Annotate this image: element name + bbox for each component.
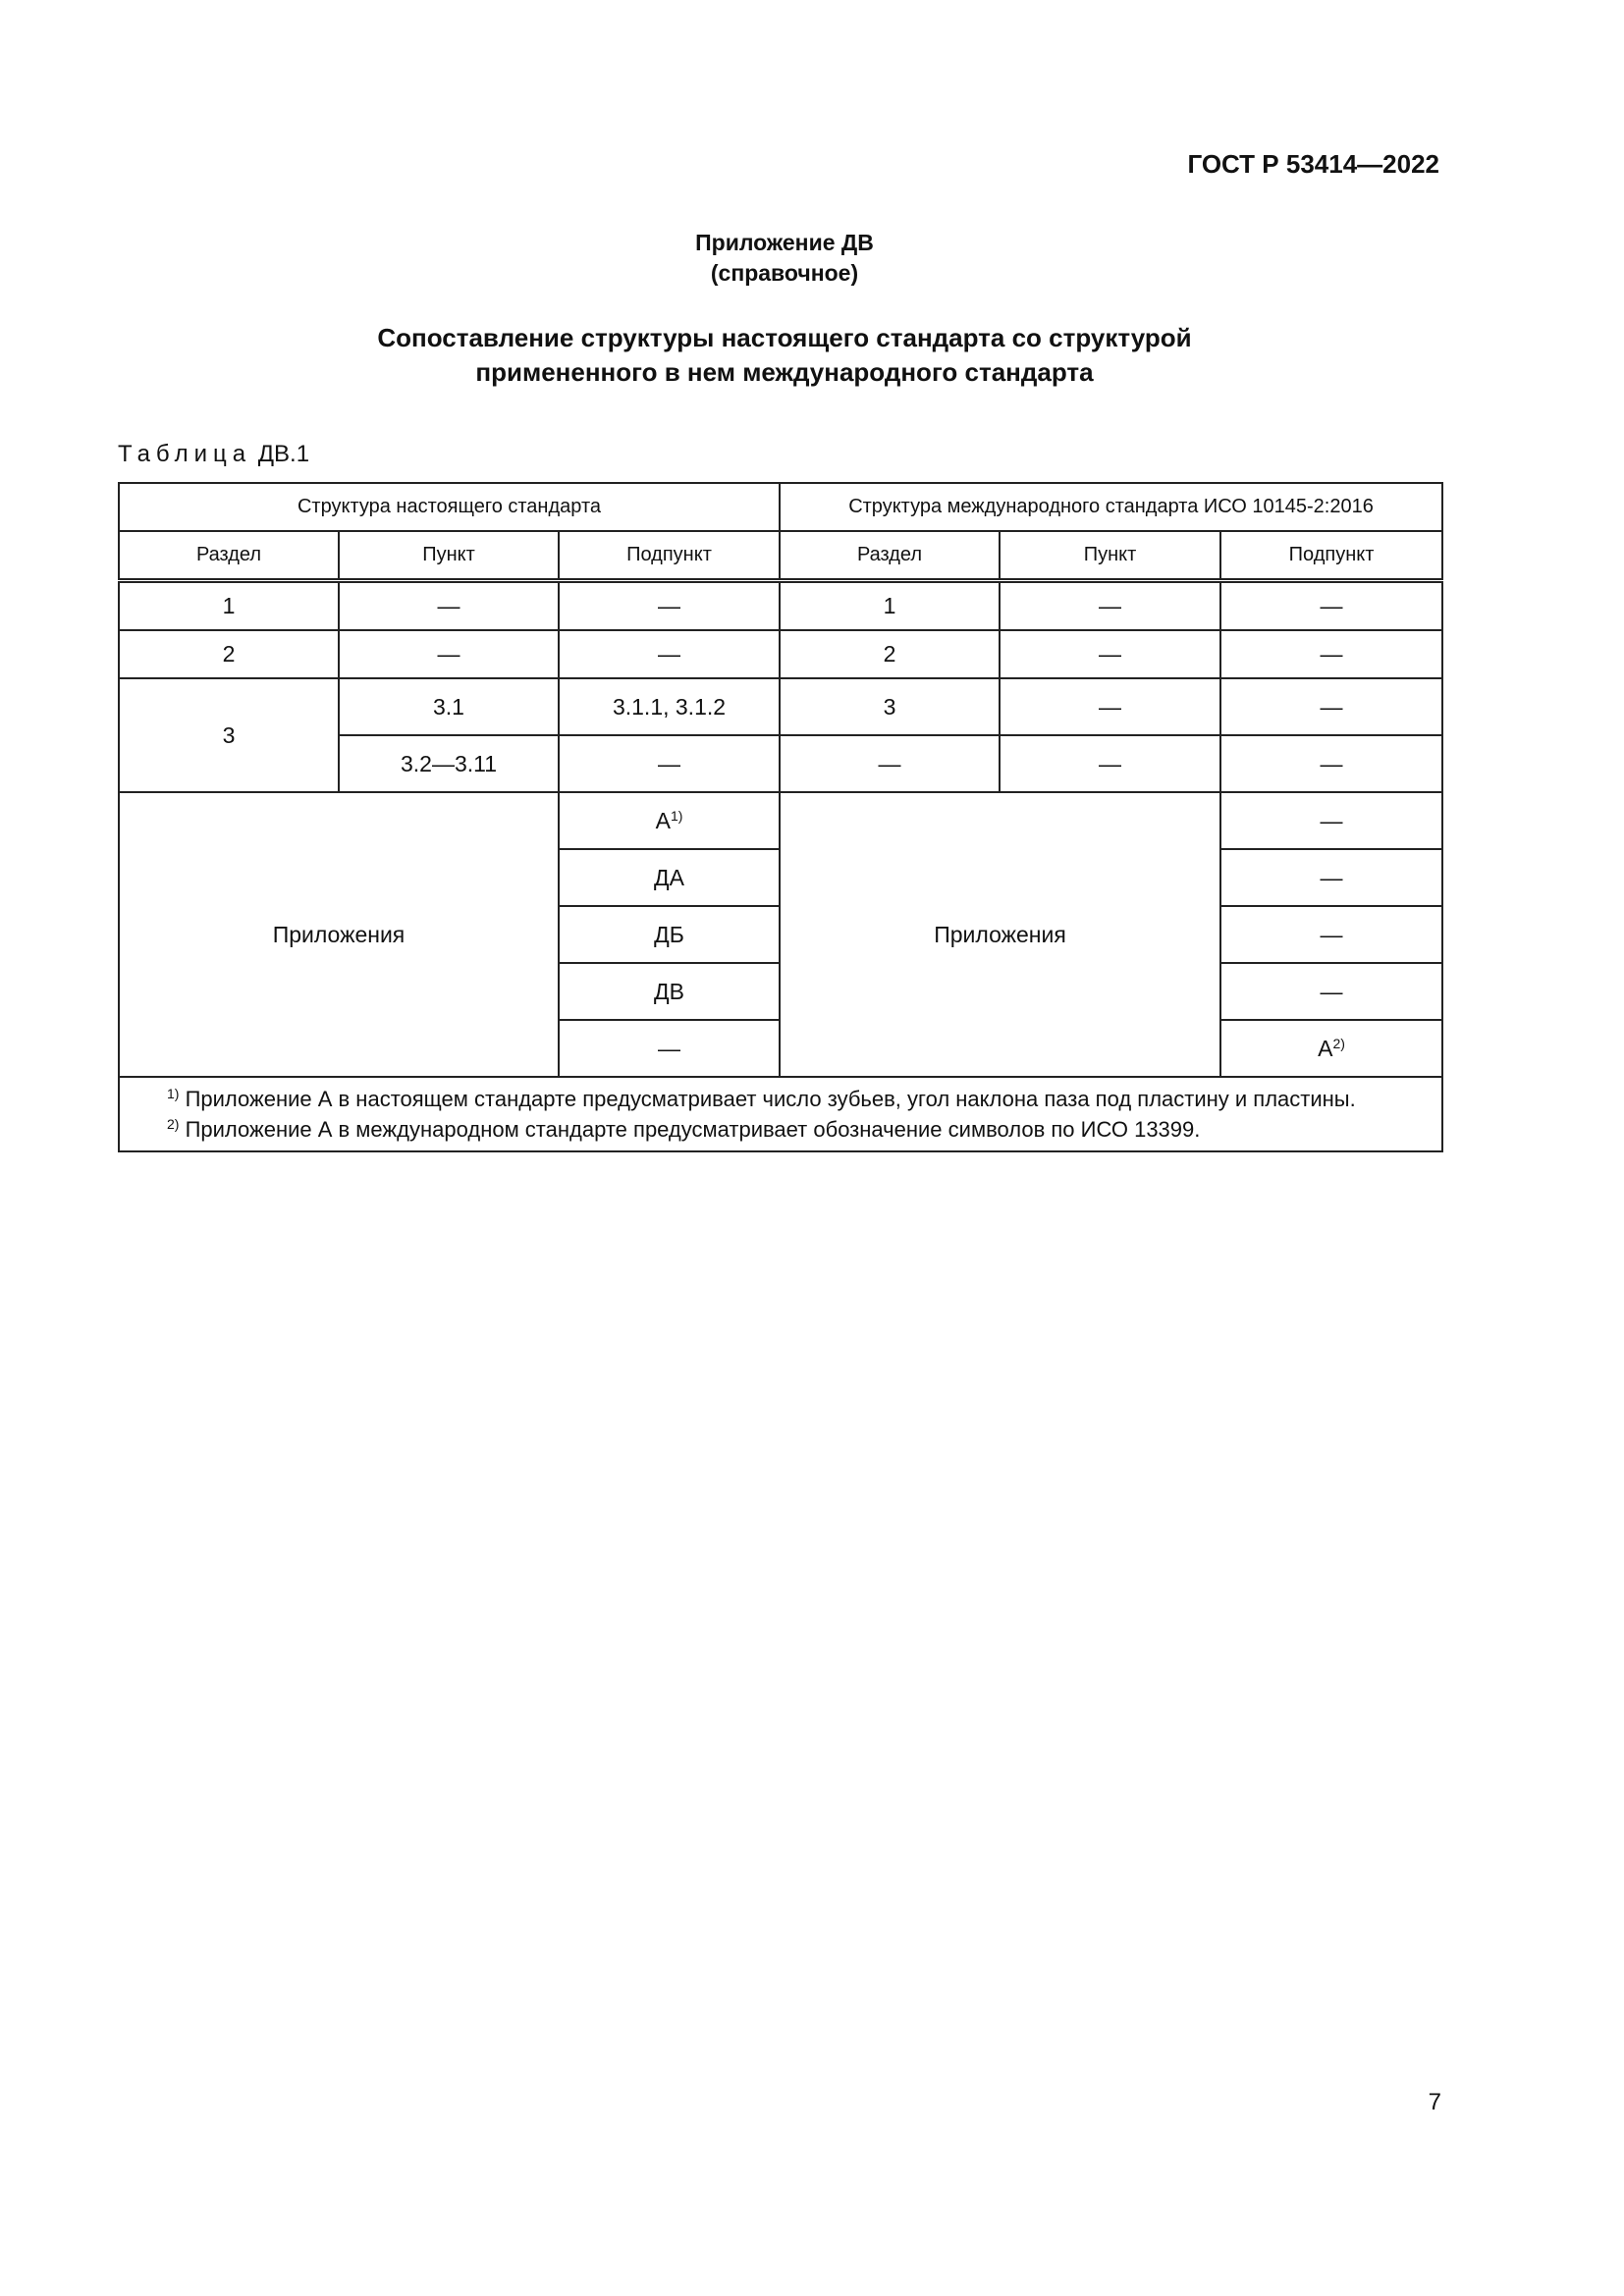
table-cell: — xyxy=(1000,735,1220,792)
appendix-cell-national: ДБ xyxy=(559,906,780,963)
appendix-cell-national: ДВ xyxy=(559,963,780,1020)
table-cell: — xyxy=(339,581,559,631)
appendix-cell-international: — xyxy=(1220,849,1442,906)
table-row xyxy=(119,630,1442,678)
col-header-podpunkt: Подпункт xyxy=(559,531,780,581)
appendix-heading xyxy=(0,228,1569,289)
appendix-row xyxy=(119,792,1442,849)
document-code: ГОСТ Р 53414—2022 xyxy=(1187,149,1439,179)
appendix-cell-international: — xyxy=(1220,906,1442,963)
table-footnotes xyxy=(119,1077,1442,1151)
footnote-mark-2: 2) xyxy=(167,1116,180,1132)
group-header-national: Структура настоящего стандарта xyxy=(119,483,780,531)
table-cell: — xyxy=(1000,630,1220,678)
appendix-letter: А xyxy=(1318,1035,1333,1061)
appendix-cell-international xyxy=(1220,1020,1442,1077)
table-cell: — xyxy=(559,581,780,631)
appendix-kind: (справочное) xyxy=(710,260,859,286)
comparison-table xyxy=(118,482,1443,1152)
footnote-ref-2: 2) xyxy=(1332,1035,1345,1051)
footnote-mark-1: 1) xyxy=(167,1086,180,1101)
appendix-letter: А xyxy=(655,807,671,833)
page-number: 7 xyxy=(1428,2089,1441,2115)
table-cell: 3 xyxy=(119,678,339,792)
page-title xyxy=(0,321,1569,390)
table-label-word: Таблица xyxy=(118,441,252,467)
table-cell: — xyxy=(1220,678,1442,735)
table-cell: — xyxy=(1000,678,1220,735)
appendix-cell-national xyxy=(559,792,780,849)
table-cell: — xyxy=(339,630,559,678)
page-title-line-1: Сопоставление структуры настоящего стандарта со структурой xyxy=(377,323,1192,352)
appendix-title: Приложение ДВ xyxy=(695,230,874,255)
table-row xyxy=(119,678,1442,735)
table-cell: 3 xyxy=(780,678,1000,735)
col-header-punkt: Пункт xyxy=(339,531,559,581)
appendix-cell-international: — xyxy=(1220,792,1442,849)
table-cell: 1 xyxy=(119,581,339,631)
table-cell: — xyxy=(559,735,780,792)
table-cell: — xyxy=(780,735,1000,792)
table-cell: 3.1.1, 3.1.2 xyxy=(559,678,780,735)
table-cell: — xyxy=(1220,630,1442,678)
table-cell: 2 xyxy=(780,630,1000,678)
footnote-2-text: Приложение А в международном стандарте предусматривает обозначение символов по ИСО 13399. xyxy=(185,1117,1201,1142)
table-cell: — xyxy=(1220,581,1442,631)
table-cell: 1 xyxy=(780,581,1000,631)
col-header-razdel: Раздел xyxy=(119,531,339,581)
footnote-1-text: Приложение А в настоящем стандарте предусматривает число зубьев, угол наклона паза под пластину и пластины. xyxy=(185,1087,1356,1111)
appendix-cell-national: ДА xyxy=(559,849,780,906)
table-label xyxy=(118,441,309,468)
table-group-header-row xyxy=(119,483,1442,531)
page-title-line-2: примененного в нем международного стандарта xyxy=(475,357,1094,387)
table-cell: 2 xyxy=(119,630,339,678)
table-cell: 3.2—3.11 xyxy=(339,735,559,792)
group-header-international: Структура международного стандарта ИСО 10145-2:2016 xyxy=(780,483,1442,531)
col-header-razdel-iso: Раздел xyxy=(780,531,1000,581)
footnote-1 xyxy=(134,1084,1430,1114)
table-row xyxy=(119,581,1442,631)
table-cell: — xyxy=(1220,735,1442,792)
col-header-podpunkt-iso: Подпункт xyxy=(1220,531,1442,581)
appendix-label-national: Приложения xyxy=(119,792,559,1077)
table-cell: — xyxy=(1000,581,1220,631)
footnote-2 xyxy=(134,1114,1430,1145)
table-column-header-row xyxy=(119,531,1442,581)
footnote-ref-1: 1) xyxy=(670,807,683,824)
table-cell: 3.1 xyxy=(339,678,559,735)
appendix-cell-international: — xyxy=(1220,963,1442,1020)
footnotes-row xyxy=(119,1077,1442,1151)
col-header-punkt-iso: Пункт xyxy=(1000,531,1220,581)
table-cell: — xyxy=(559,630,780,678)
appendix-cell-national: — xyxy=(559,1020,780,1077)
table-label-number: ДВ.1 xyxy=(257,441,310,467)
appendix-label-international: Приложения xyxy=(780,792,1220,1077)
